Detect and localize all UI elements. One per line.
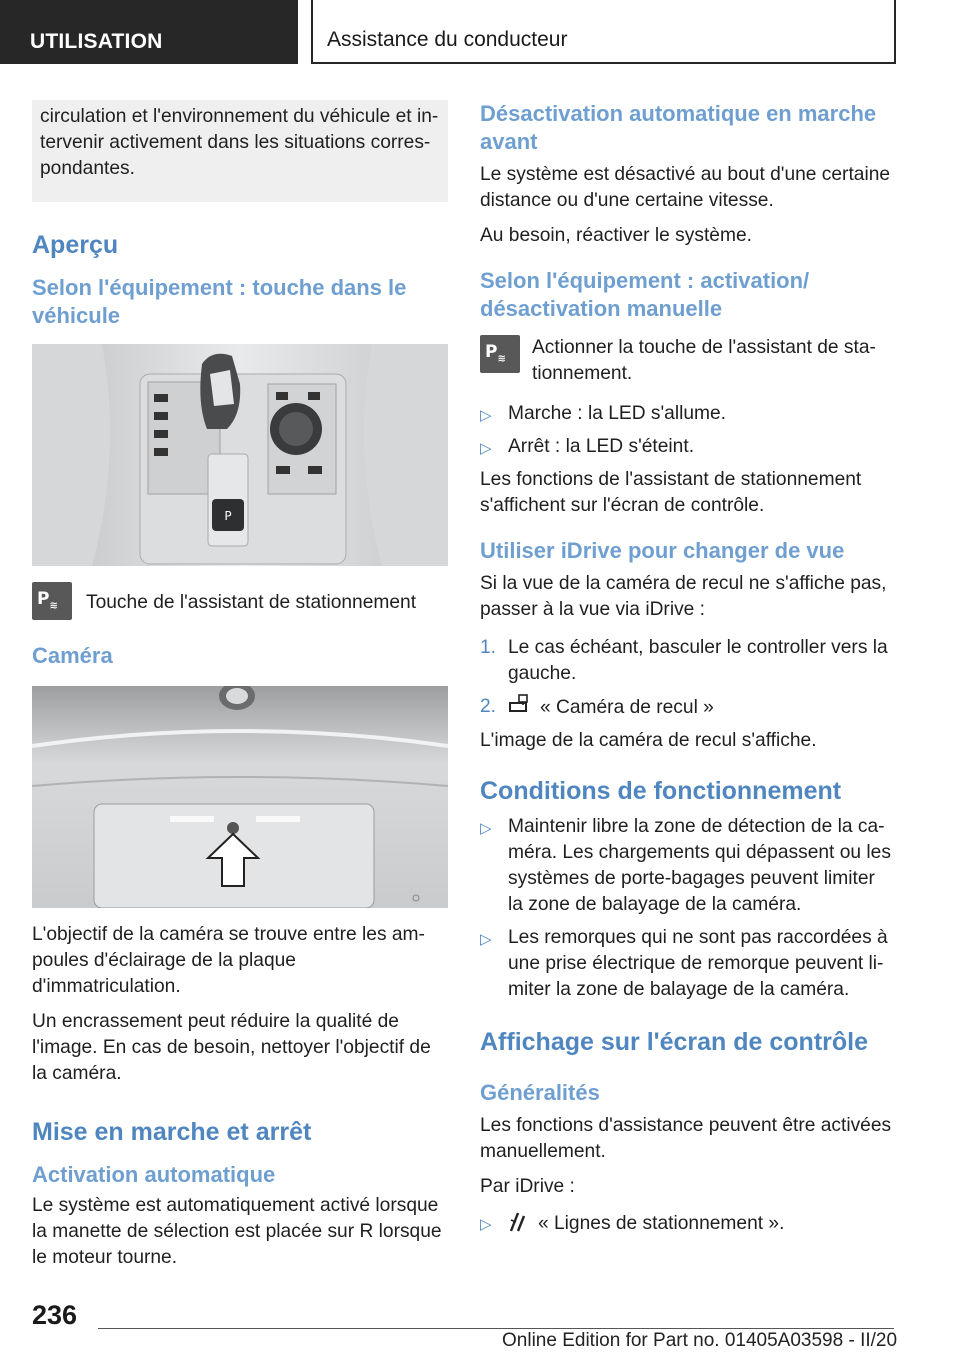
heading-idrive: Utiliser iDrive pour changer de vue [480,538,845,563]
heading-mise-en-marche: Mise en marche et arrêt [32,1118,312,1146]
list-item: 2. « Caméra de recul » [480,696,714,718]
list-item: ▷ Marche : la LED s'allume. [480,401,892,427]
section-tab: UTILISATION [0,0,298,64]
heading-generalites: Généralités [480,1080,600,1105]
chapter-title: Assistance du conducteur [311,0,896,64]
idrive-p2: L'image de la caméra de recul s'affiche. [480,730,817,751]
rear-camera-image [32,686,448,908]
triangle-right-icon: ▷ [480,1215,492,1233]
conditions-list [480,814,892,1003]
triangle-right-icon: ▷ [480,406,492,424]
heading-affichage: Affichage sur l'écran de contrôle [480,1028,868,1056]
svg-text:P: P [224,509,232,523]
list-item: 1. Le cas échéant, basculer le controller vers la gauche. [480,637,888,684]
heading-touche: Selon l'équipement : touche dans le véhicule [32,275,407,328]
desact-p2: Au besoin, réactiver le système. [480,225,752,246]
gen-list [480,1210,892,1237]
left-column [32,100,448,1280]
heading-activation: Activation automatique [32,1162,276,1187]
parking-lines-icon [508,1210,528,1232]
idrive-steps [480,635,892,721]
parking-assistant-icon: $P_≋$ [32,582,72,620]
triangle-right-icon: ▷ [480,439,492,457]
gen-p1: Les fonctions d'assistance peuvent être activées manuellement. [480,1115,892,1162]
page-header [0,0,960,66]
desact-p1: Le système est désactivé au bout d'une certaine distance ou d'une certaine vitesse. [480,164,891,211]
gen-p2: Par iDrive : [480,1176,575,1197]
list-item: ▷ Les remorques qui ne sont pas raccordées à une prise électrique de remorque peuvent li-miter la zone de balayage de la caméra. [480,927,888,1000]
rear-camera-icon [508,694,532,716]
camera-p1: L'objectif de la caméra se trouve entre les am-poules d'éclairage de la plaque d'immatriculation. [32,924,425,997]
manuelle-icon-text: Actionner la touche de l'assistant de sta-tionnement. [532,337,876,384]
heading-desact-auto: Désactivation automatique en marche avant [480,101,877,154]
triangle-right-icon: ▷ [480,819,492,837]
intro-box [32,100,448,202]
manuelle-icon-row [480,335,892,387]
heading-camera: Caméra [32,643,113,668]
heading-apercu: Aperçu [32,231,119,259]
intro-text: circulation et l'environnement du véhicule et in-tervenir activement dans les situations corres-pondantes. [40,106,439,179]
manuelle-p: Les fonctions de l'assistant de stationnement s'affichent sur l'écran de contrôle. [480,469,862,516]
idrive-p: Si la vue de la caméra de recul ne s'affiche pas, passer à la vue via iDrive : [480,573,887,620]
list-item: ▷ « Lignes de stationnement ». [480,1210,892,1237]
touche-caption: Touche de l'assistant de stationnement [86,592,417,613]
heading-conditions: Conditions de fonctionnement [480,777,842,805]
parking-assistant-icon: $P_≋$ [480,335,520,373]
right-column [480,100,892,1244]
touche-caption-row [32,582,448,620]
edition-text: Online Edition for Part no. 01405A03598 - II/20 [502,1330,898,1351]
page-number: 236 [32,1300,78,1330]
activation-text: Le système est automatiquement activé lorsque la manette de sélection est placée sur R lorsque le moteur tourne. [32,1195,442,1268]
heading-manuelle: Selon l'équipement : activation/ désactivation manuelle [480,268,810,321]
camera-p2: Un encrassement peut réduire la qualité de l'image. En cas de besoin, nettoyer l'objectif de la caméra. [32,1011,431,1084]
triangle-right-icon: ▷ [480,930,492,948]
manuelle-list [480,401,892,460]
list-item: ▷ Arrêt : la LED s'éteint. [480,434,892,460]
list-item: ▷ Maintenir libre la zone de détection de la ca-méra. Les chargements qui dépassent ou les systèmes de porte-bagages peuvent limiter la zone de balayage de la caméra. [480,816,891,915]
console-image [32,344,448,566]
footer-divider [98,1328,894,1329]
